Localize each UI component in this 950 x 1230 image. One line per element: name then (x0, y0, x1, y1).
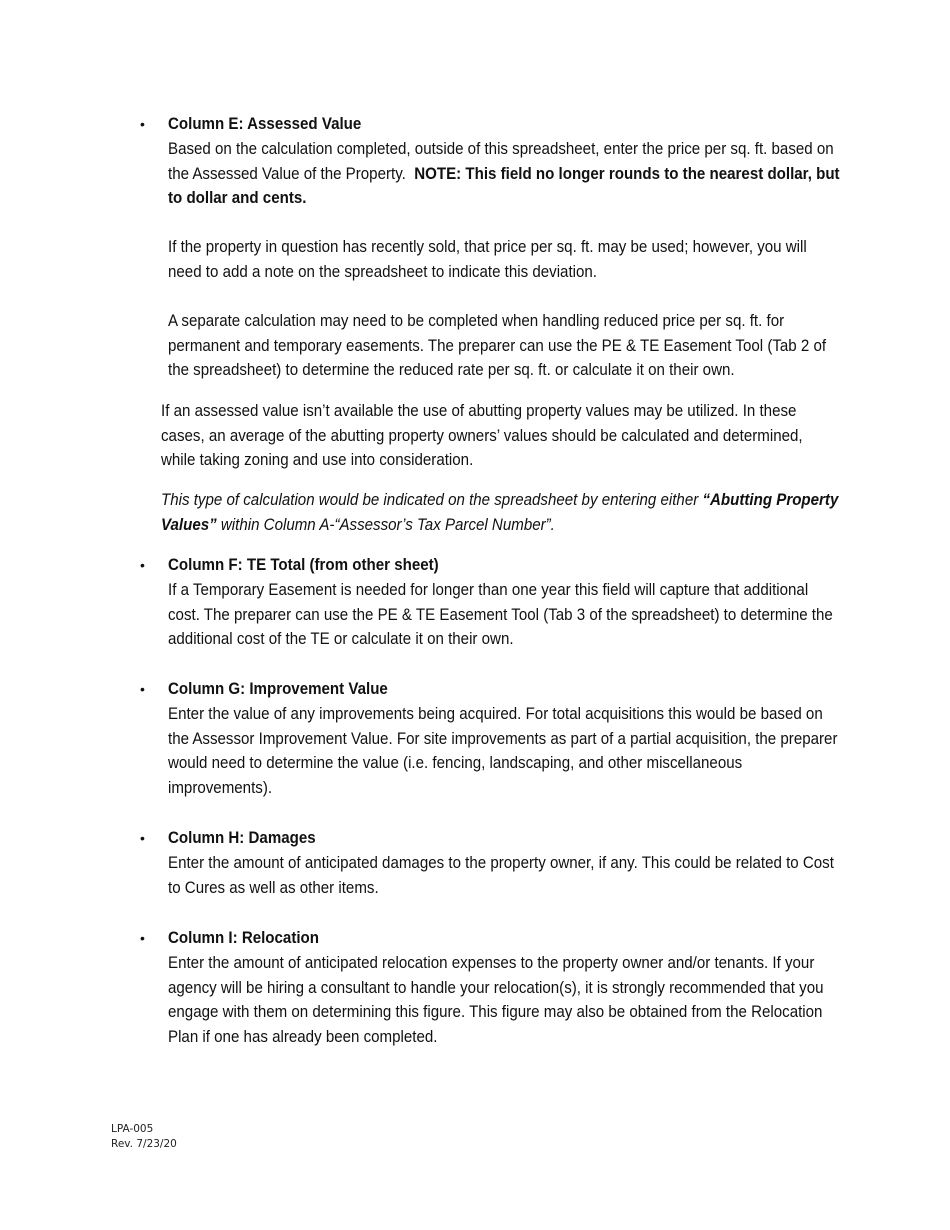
column-g-heading: Column G: Improvement Value (168, 679, 388, 698)
column-i-body: Enter the amount of anticipated relocation expenses to the property owner and/or tenants. If your agency will be hiring a consultant to handle your relocation(s), it is strongly recommended that you engage with them on determining this figure. This figure may also be obtained from the Relocation Plan if one has already been completed. (168, 953, 824, 1046)
abutting-italic-post: within Column A-“Assessor’s Tax Parcel Number”. (216, 514, 555, 534)
column-h-body: Enter the amount of anticipated damages to the property owner, if any. This could be related to Cost to Cures as well as other items. (168, 853, 834, 897)
column-e-paragraph-1 (168, 137, 840, 211)
bullet-column-f: • (140, 557, 145, 573)
column-e-paragraph-2: If the property in question has recently sold, that price per sq. ft. may be used; however, you will need to add a note on the spreadsheet to indicate this deviation. (168, 237, 807, 281)
column-h-heading: Column H: Damages (168, 828, 316, 847)
column-e-text: Based on the calculation completed, outside of this spreadsheet, enter the price per sq. ft. based on the Assessed Value of the Property. (168, 139, 834, 183)
column-e-paragraph-3: A separate calculation may need to be completed when handling reduced price per sq. ft. for permanent and temporary easements. The preparer can use the PE & TE Easement Tool (Tab 2 of the spreadsheet) to determine the reduced rate per sq. ft. or calculate it on their own. (168, 311, 827, 380)
column-e-heading: Column E: Assessed Value (168, 114, 362, 133)
bullet-column-h: • (140, 830, 145, 846)
abutting-italic-pre: This type of calculation would be indicated on the spreadsheet by entering either (161, 490, 703, 509)
abutting-paragraph: If an assessed value isn’t available the use of abutting property values may be utilized. In these cases, an average of the abutting property owners’ values should be calculated and determined, while taking zoning and use into consideration. (161, 401, 803, 470)
bullet-column-g: • (140, 681, 145, 697)
column-i-heading: Column I: Relocation (168, 928, 320, 947)
bullet-column-e: • (140, 116, 145, 132)
abutting-property-values-term: “Abutting Property Values” (161, 490, 839, 534)
abutting-italic-paragraph (161, 488, 840, 537)
footer-revision: Rev. 7/23/20 (111, 1138, 177, 1150)
column-f-heading: Column F: TE Total (from other sheet) (168, 555, 439, 574)
column-g-body: Enter the value of any improvements being acquired. For total acquisitions this would be based on the Assessor Improvement Value. For site improvements as part of a partial acquisition, the preparer would need to determine the value (i.e. fencing, landscaping, and other miscellaneous improvements). (168, 704, 838, 797)
column-e-note: NOTE: This field no longer rounds to the nearest dollar, but to dollar and cents. (168, 163, 840, 208)
bullet-column-i: • (140, 930, 145, 946)
footer-form-id: LPA-005 (111, 1123, 154, 1135)
column-f-body: If a Temporary Easement is needed for longer than one year this field will capture that additional cost. The preparer can use the PE & TE Easement Tool (Tab 3 of the spreadsheet) to determine the additional cost of the TE or calculate it on their own. (168, 580, 833, 649)
